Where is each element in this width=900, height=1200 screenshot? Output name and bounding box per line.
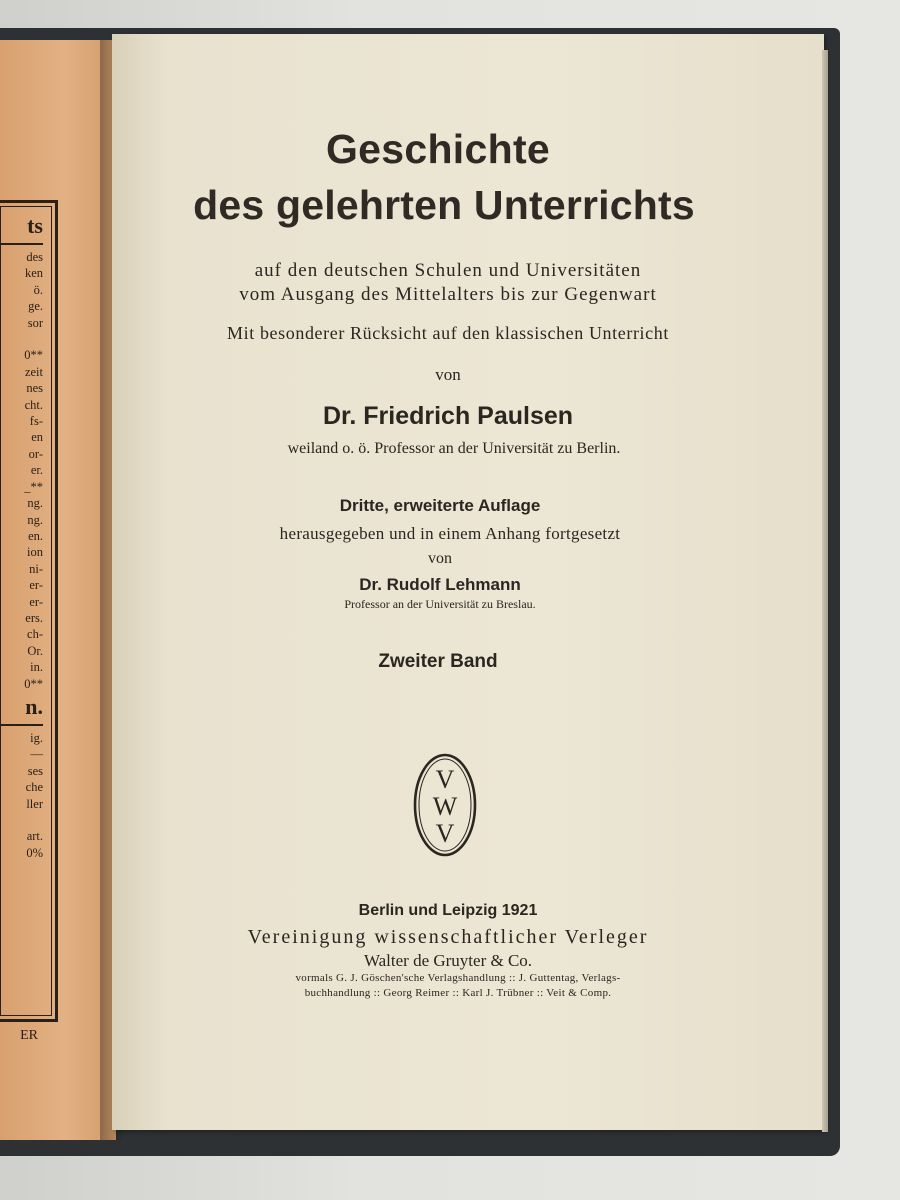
advertisement-line: ng. xyxy=(27,496,43,511)
place-and-year: Berlin und Leipzig 1921 xyxy=(358,902,538,919)
logo-letter-2: W xyxy=(432,792,458,821)
volume-label: Zweiter Band xyxy=(378,651,498,672)
advertisement-line: er. xyxy=(30,463,43,478)
editor-note: herausgegeben und in einem Anhang fortgesetzt xyxy=(279,524,621,543)
publisher-name: Vereinigung wissenschaftlicher Verleger xyxy=(247,926,649,948)
advertisement-line: ken xyxy=(24,266,43,281)
advertisement-line: _** xyxy=(24,479,43,494)
publisher-logo-emblem xyxy=(412,752,478,858)
advertisement-line: ö. xyxy=(33,282,43,297)
advertisement-footer: ER xyxy=(20,1028,38,1043)
by-label-editor: von xyxy=(428,550,452,567)
advertisement-line: sor xyxy=(27,315,43,330)
subtitle-line-1: auf den deutschen Schulen und Universitäten xyxy=(254,260,642,281)
advertisement-line: — xyxy=(30,747,43,762)
editor-role: Professor an der Universität zu Breslau. xyxy=(344,597,536,611)
advertisement-line: nes xyxy=(26,381,43,396)
former-publishers-line-2: buchhandlung :: Georg Reimer :: Karl J. Trübner :: Veit & Comp. xyxy=(304,987,612,999)
advertisement-line: cht. xyxy=(24,397,43,412)
advertisement-line: ng. xyxy=(27,512,43,527)
advertisement-line: fs- xyxy=(29,414,43,429)
advertisement-line: ni- xyxy=(29,561,43,576)
advertisement-line: zeit xyxy=(24,364,43,379)
logo-letter-3: V xyxy=(435,819,455,848)
left-facing-page xyxy=(0,40,116,1140)
advertisement-line: ts xyxy=(27,213,43,238)
subtitle-line-3: Mit besonderer Rücksicht auf den klassischen Unterricht xyxy=(227,323,669,343)
editor-name: Dr. Rudolf Lehmann xyxy=(359,575,521,594)
author-role: weiland o. ö. Professor an der Universität zu Berlin. xyxy=(287,440,621,457)
edition-statement: Dritte, erweiterte Auflage xyxy=(339,496,541,515)
advertisement-line: er- xyxy=(29,594,43,609)
book-title-line-1: Geschichte xyxy=(325,126,551,172)
advertisement-line: art. xyxy=(26,829,43,844)
advertisement-line: des xyxy=(26,250,43,264)
advertisement-line: ses xyxy=(27,763,43,778)
subtitle-line-2: vom Ausgang des Mittelalters bis zur Gegenwart xyxy=(239,284,657,305)
advertisement-line: Or. xyxy=(27,643,43,658)
publisher-logo-icon xyxy=(412,752,478,858)
advertisement-line: 0** xyxy=(24,676,43,691)
advertisement-line: ig. xyxy=(30,730,43,745)
former-publishers-line-1: vormals G. J. Göschen'sche Verlagshandlung :: J. Guttentag, Verlags- xyxy=(295,972,621,984)
advertisement-box xyxy=(0,200,58,1022)
page-block-edge xyxy=(822,50,828,1132)
advertisement-line: or- xyxy=(28,446,43,461)
advertisement-line: ller xyxy=(26,796,43,811)
advertisement-line: ch- xyxy=(27,627,43,642)
title-page xyxy=(112,34,824,1130)
advertisement-line: 0% xyxy=(26,845,43,860)
advertisement-line: en xyxy=(31,430,43,445)
advertisement-line: en. xyxy=(28,528,43,543)
advertisement-line xyxy=(0,812,43,828)
advertisement-rule xyxy=(0,243,43,245)
advertisement-line xyxy=(0,331,43,347)
advertisement-line: er- xyxy=(29,578,43,593)
advertisement-line: che xyxy=(25,780,43,795)
logo-letter-1: V xyxy=(435,765,455,794)
advertisement-line: n. xyxy=(25,693,43,719)
by-label-author: von xyxy=(435,365,461,384)
book-title-line-2: des gelehrten Unterrichts xyxy=(193,182,695,228)
advertisement-line: ion xyxy=(27,545,43,560)
advertisement-text xyxy=(0,211,43,861)
author-name: Dr. Friedrich Paulsen xyxy=(322,402,574,430)
advertisement-line: 0** xyxy=(24,348,43,363)
advertisement-line: in. xyxy=(30,660,43,675)
advertisement-rule xyxy=(0,724,43,726)
advertisement-line: ge. xyxy=(28,299,43,314)
advertisement-line: ers. xyxy=(25,610,43,625)
publisher-firm: Walter de Gruyter & Co. xyxy=(363,951,533,970)
